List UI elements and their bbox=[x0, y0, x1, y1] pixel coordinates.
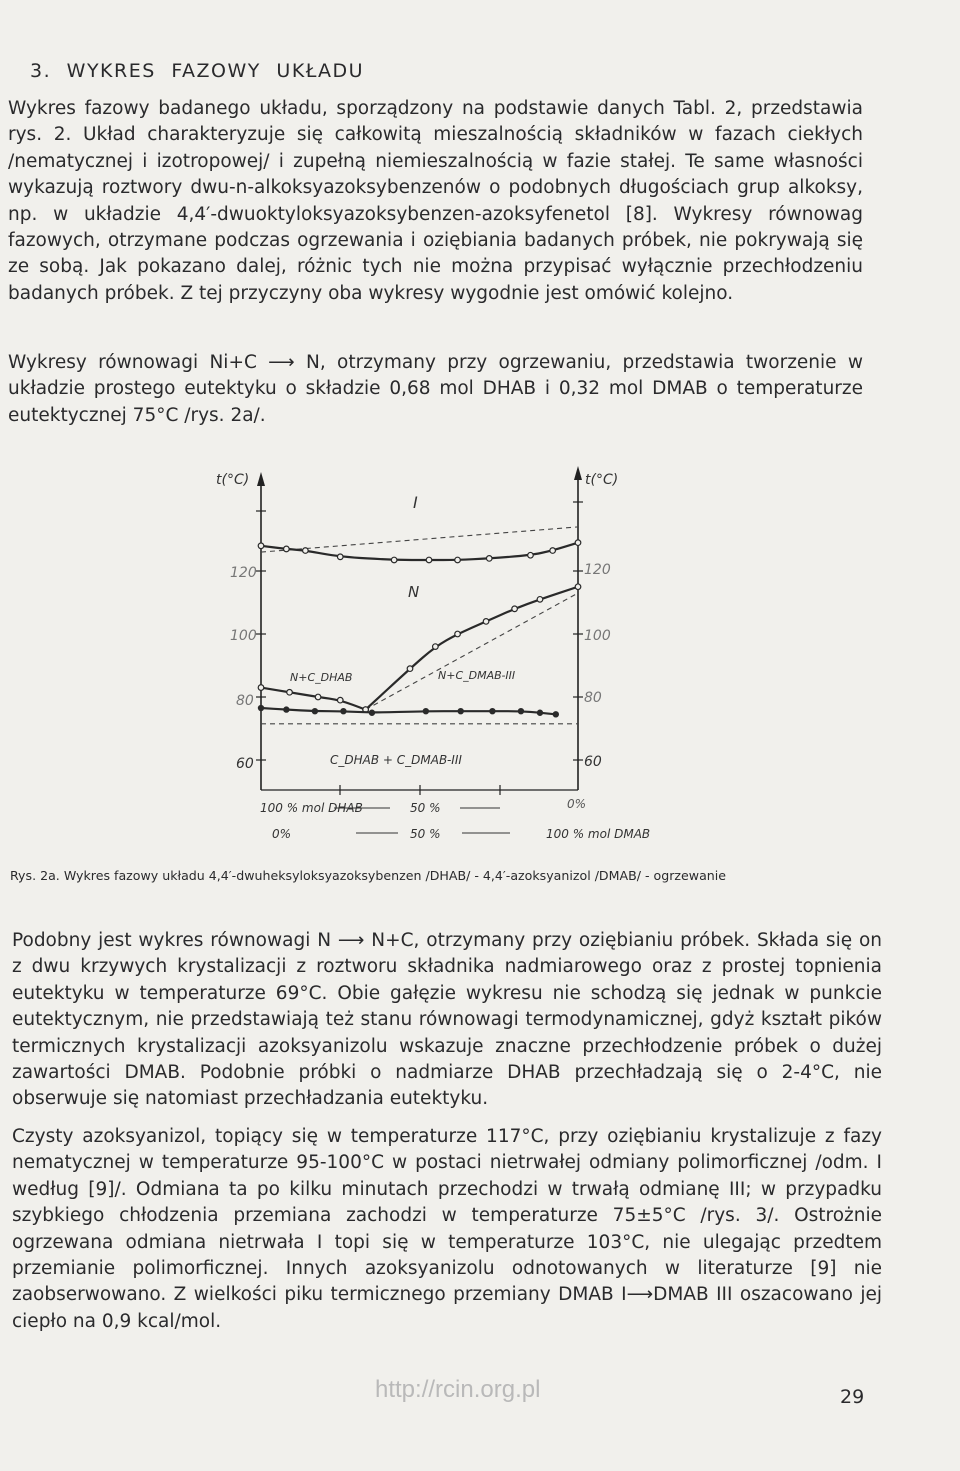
n-i-transition-point bbox=[303, 548, 309, 554]
eutectic-point bbox=[458, 709, 463, 714]
n-i-transition-point bbox=[426, 557, 432, 563]
dmab-iii-liquidus-point bbox=[433, 644, 439, 650]
paragraph-4: Czysty azoksyanizol, topiący się w temperaturze 117°C, przy oziębianiu krystalizuje z fazy nematycznej w temperaturze 95-100°C w postaci nietrwałej odmiany polimorficznej /odm. I według [9]/. Odmiana ta po kilku minutach przechodzi w trwałą odmianę III; w przypadku szybkiego chłodzenia przemiana zachodzi w temperaturze 75±5°C /rys. 3/. Ostrożnie ogrzewana odmiana nietrwała I topi się w temperaturze 103°C, nie ulegając przedtem przemianie polimorficznej. Innych azoksyanizolu odnotowanych w literaturze [9] nie zaobserwowano. Z wielkości piku termicznego przemiany DMAB I⟶DMAB III oszacowano jej ciepło na 0,9 kcal/mol. bbox=[12, 1126, 882, 1332]
paragraph-1: Wykres fazowy badanego układu, sporządzony na podstawie danych Tabl. 2, przedstawia rys. 2. Układ charakteryzuje się całkowitą mieszalnością składników w fazach ciekłych /nematycznej i izotropowej/ i zupełną niemieszalnością w fazie stałej. Te same własności wykazują roztwory dwu-n-alkoksyazoksybenzenów o podobnych długościach grup alkoksy, np. w układzie 4,4′-dwuoktyloksyazoksybenzen-azoksyfenetol [8]. Wykresy równowag fazowych, otrzymane podczas ogrzewania i oziębiania badanych próbek, nie pokrywają się ze sobą. Jak pokazano dalej, różnic tych nie można przypisać wyłącznie przechłodzeniu badanych próbek. Z tej przyczyny oba wykresy wygodnie jest omówić kolejno. bbox=[8, 98, 863, 304]
dmab-iii-liquidus-point bbox=[455, 631, 461, 637]
dmab-iii-liquidus-point bbox=[407, 666, 413, 672]
dhab-liquidus-point bbox=[287, 689, 293, 695]
y-tick-right-80: 80 bbox=[584, 690, 602, 706]
watermark: http://rcin.org.pl bbox=[375, 1376, 541, 1403]
dmab-iii-liquidus-point bbox=[537, 597, 543, 603]
y-axis-label-left: t(°C) bbox=[216, 472, 250, 488]
left-axis-arrow bbox=[257, 472, 265, 486]
eutectic-point bbox=[423, 709, 428, 714]
page-number: 29 bbox=[840, 1386, 865, 1408]
region-label-isotropic: I bbox=[413, 493, 418, 512]
eutectic-point bbox=[518, 709, 523, 714]
eutectic-point bbox=[369, 710, 374, 715]
eutectic-point bbox=[553, 712, 558, 717]
tick-marks bbox=[256, 502, 583, 795]
y-tick-right-100: 100 bbox=[584, 628, 611, 644]
eutectic-point bbox=[258, 705, 263, 710]
eutectic-point bbox=[490, 709, 495, 714]
eutectic-point bbox=[341, 709, 346, 714]
x-axis-top-left: 100 % mol DHAB bbox=[260, 801, 363, 815]
n-i-transition-point bbox=[258, 543, 264, 549]
dmab-iii-liquidus-point bbox=[575, 584, 581, 590]
n-i-transition-point bbox=[391, 557, 397, 563]
n-i-transition-point bbox=[284, 546, 290, 552]
section-heading: 3. WYKRES FAZOWY UKŁADU bbox=[30, 60, 364, 82]
y-tick-left-80: 80 bbox=[236, 693, 254, 709]
dashed-boundary-0 bbox=[261, 527, 578, 552]
y-tick-left-60: 60 bbox=[236, 756, 254, 772]
region-label-solid: C_DHAB + C_DMAB-III bbox=[330, 753, 462, 767]
y-tick-left-120: 120 bbox=[230, 565, 257, 581]
plot-layer bbox=[258, 527, 581, 724]
paragraph-3: Podobny jest wykres równowagi N ⟶ N+C, otrzymany przy oziębianiu próbek. Składa się on z dwu krzywych krystalizacji z roztworu składnika nadmiarowego oraz z prostej topnienia eutektyku w temperaturze 69°C. Obie gałęzie wykresu nie schodzą się jednak w punkcie eutektycznym, nie przedstawiają też stanu równowagi termodynamicznej, gdyż kształt pików termicznych krystalizacji azoksyanizolu wskazuje znaczne przechłodzenie próbek o dużej zawartości DMAB. Podobnie próbki o nadmiarze DHAB przechładzają się o 2-4°C, nie obserwuje się natomiast przechładzania eutektyku. bbox=[12, 930, 882, 1110]
dmab-iii-liquidus-point bbox=[512, 606, 518, 612]
x-axis-top-middle: 50 % bbox=[410, 801, 441, 815]
dhab-liquidus-point bbox=[315, 694, 321, 700]
region-label-left-two-phase: N+C_DHAB bbox=[290, 671, 353, 684]
x-axis-bottom-right: 100 % mol DMAB bbox=[546, 827, 651, 841]
n-i-transition-point bbox=[486, 556, 492, 562]
n-i-transition-point bbox=[575, 540, 581, 546]
n-i-transition-point bbox=[528, 552, 534, 558]
x-axis-top-right: 0% bbox=[567, 797, 587, 811]
x-axis-bottom-middle: 50 % bbox=[410, 827, 441, 841]
y-tick-right-120: 120 bbox=[584, 562, 611, 578]
eutectic-point bbox=[312, 709, 317, 714]
n-i-transition-point bbox=[455, 557, 461, 563]
right-axis-arrow bbox=[574, 466, 582, 480]
n-i-transition-point bbox=[550, 548, 556, 554]
region-label-nematic: N bbox=[408, 583, 420, 601]
y-tick-left-100: 100 bbox=[230, 628, 257, 644]
eutectic-curve bbox=[261, 708, 556, 714]
x-axis-bottom-left: 0% bbox=[272, 827, 292, 841]
region-label-right-two-phase: N+C_DMAB-III bbox=[438, 669, 516, 682]
paragraph-2: Wykresy równowagi Ni+C ⟶ N, otrzymany przy ogrzewaniu, przedstawia tworzenie w układzie prostego eutektyku o składzie 0,68 mol DHAB i 0,32 mol DMAB o temperaturze eutektycznej 75°C /rys. 2a/. bbox=[8, 352, 863, 426]
y-tick-right-60: 60 bbox=[584, 754, 602, 770]
dhab-liquidus-point bbox=[337, 697, 343, 703]
eutectic-point bbox=[537, 710, 542, 715]
dmab-iii-liquidus-curve bbox=[366, 587, 578, 710]
dhab-liquidus-point bbox=[258, 685, 264, 691]
eutectic-point bbox=[284, 707, 289, 712]
dhab-liquidus-curve bbox=[261, 688, 366, 710]
dashed-boundary-1 bbox=[366, 593, 578, 710]
figure-caption: Rys. 2a. Wykres fazowy układu 4,4′-dwuheksyloksyazoksybenzen /DHAB/ - 4,4′-azoksyanizol /DMAB/ - ogrzewanie bbox=[10, 868, 727, 883]
n-i-transition-point bbox=[337, 554, 343, 560]
y-axis-label-right: t(°C) bbox=[585, 472, 619, 488]
dmab-iii-liquidus-point bbox=[483, 619, 489, 625]
